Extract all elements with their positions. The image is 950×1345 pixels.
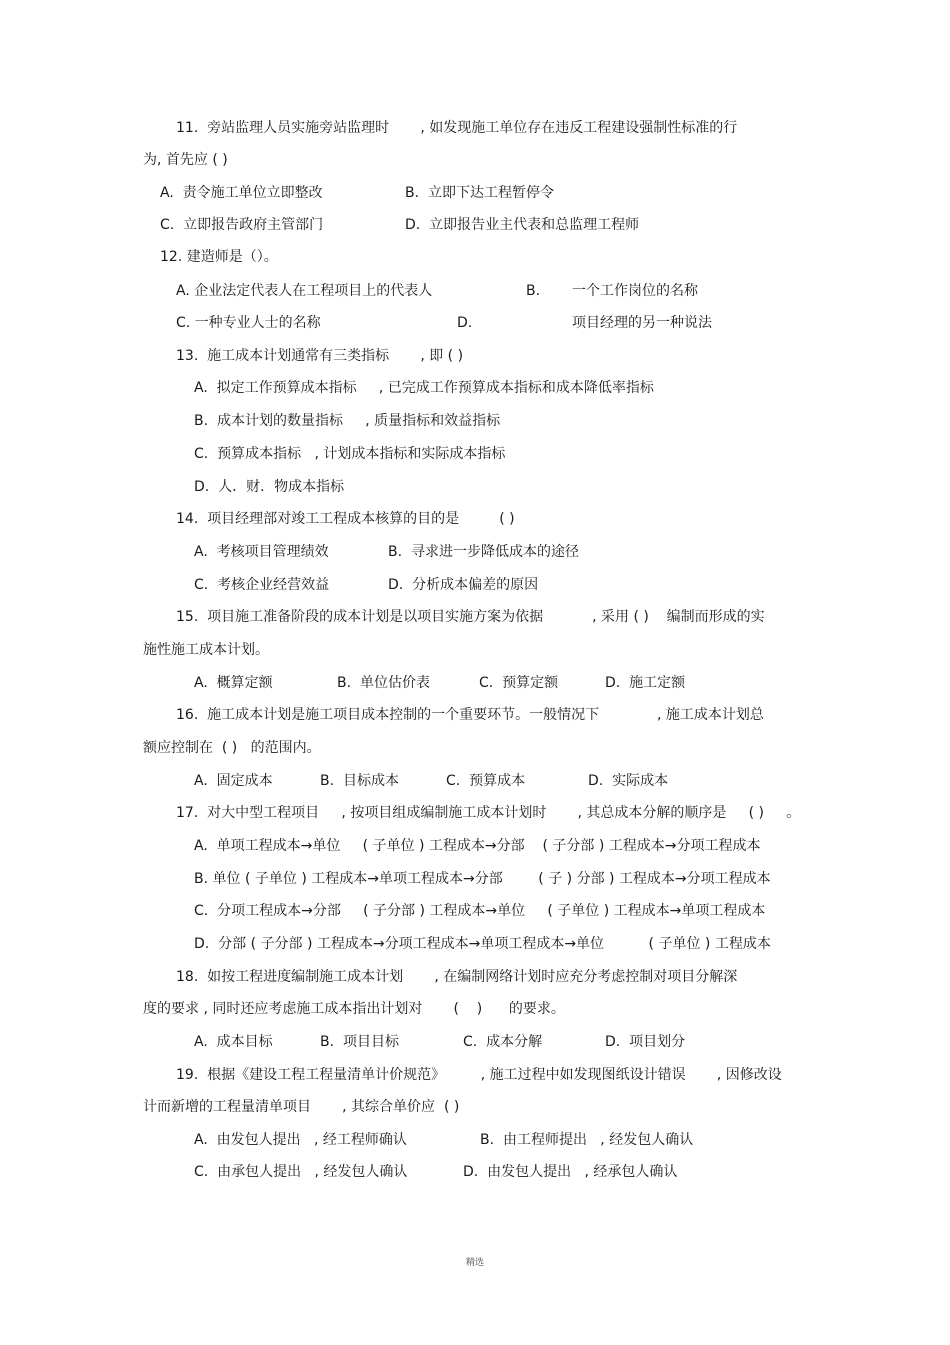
q12-option-b-text: 一个工作岗位的名称: [572, 283, 698, 299]
q13-option-d: D. 人．财．物成本指标: [194, 479, 345, 495]
q17-option-a: A. 单项工程成本→单位 ( 子单位 ) 工程成本→分部 ( 子分部 ) 工程成本→分项工程成本: [194, 838, 761, 854]
q18-option-a: A. 成本目标: [194, 1034, 273, 1050]
q19-option-c: C. 由承包人提出 , 经发包人确认: [194, 1164, 408, 1180]
q11-option-b: B. 立即下达工程暂停令: [405, 185, 554, 201]
q16-stem: 16. 施工成本计划是施工项目成本控制的一个重要环节。一般情况下 , 施工成本计划总: [176, 707, 764, 723]
q16-option-a: A. 固定成本: [194, 773, 273, 789]
q19-stem: 19. 根据《建设工程工程量清单计价规范》 , 施工过程中如发现图纸设计错误 , 因修改设: [176, 1067, 782, 1083]
q13-option-b: B. 成本计划的数量指标 , 质量指标和效益指标: [194, 413, 501, 429]
q18-option-b: B. 项目目标: [320, 1034, 399, 1050]
q15-option-c: C. 预算定额: [479, 675, 559, 691]
q12-option-d-text: 项目经理的另一种说法: [572, 315, 712, 331]
q19-option-b: B. 由工程师提出 , 经发包人确认: [480, 1132, 694, 1148]
q15-stem: 15. 项目施工准备阶段的成本计划是以项目实施方案为依据 , 采用 ( ) 编制而形成的实: [176, 609, 765, 625]
q11-option-a: A. 责令施工单位立即整改: [160, 185, 323, 201]
q16-option-d: D. 实际成本: [588, 773, 669, 789]
q14-option-c: C. 考核企业经营效益: [194, 577, 330, 593]
q13-option-c: C. 预算成本指标 , 计划成本指标和实际成本指标: [194, 446, 506, 462]
q11-option-c: C. 立即报告政府主管部门: [160, 217, 324, 233]
q16-option-b: B. 目标成本: [320, 773, 399, 789]
q15-option-b: B. 单位估价表: [337, 675, 430, 691]
q18-option-c: C. 成本分解: [463, 1034, 543, 1050]
q18-stem-cont: 度的要求 , 同时还应考虑施工成本指出计划对 ( ) 的要求。: [143, 1001, 565, 1017]
q13-stem: 13. 施工成本计划通常有三类指标 , 即 ( ): [176, 348, 464, 364]
q12-option-c: C. 一种专业人士的名称: [176, 315, 321, 331]
q14-stem: 14. 项目经理部对竣工工程成本核算的目的是 ( ): [176, 511, 515, 527]
q11-option-d: D. 立即报告业主代表和总监理工程师: [405, 217, 640, 233]
q16-stem-cont: 额应控制在 ( ) 的范围内。: [143, 740, 321, 756]
q12-stem: 12. 建造师是（）。: [160, 249, 278, 265]
q17-option-c: C. 分项工程成本→分部 ( 子分部 ) 工程成本→单位 ( 子单位 ) 工程成本→单项工程成本: [194, 903, 766, 919]
q15-option-a: A. 概算定额: [194, 675, 273, 691]
q18-stem: 18. 如按工程进度编制施工成本计划 , 在编制网络计划时应充分考虑控制对项目分解深: [176, 969, 738, 985]
q14-option-d: D. 分析成本偏差的原因: [388, 577, 539, 593]
q17-option-b: B. 单位 ( 子单位 ) 工程成本→单项工程成本→分部 ( 子 ) 分部 ) 工程成本→分项工程成本: [194, 871, 771, 887]
q17-stem: 17. 对大中型工程项目 , 按项目组成编制施工成本计划时 , 其总成本分解的顺序是 ( ) 。: [176, 805, 801, 821]
q16-option-c: C. 预算成本: [446, 773, 526, 789]
q14-option-b: B. 寻求进一步降低成本的途径: [388, 544, 579, 560]
page-footer: 精选: [466, 1258, 485, 1268]
q19-option-d: D. 由发包人提出 , 经承包人确认: [463, 1164, 678, 1180]
q15-option-d: D. 施工定额: [605, 675, 686, 691]
q12-option-b-letter: B.: [526, 283, 541, 299]
q17-option-d: D. 分部 ( 子分部 ) 工程成本→分项工程成本→单项工程成本→单位 ( 子单位 ) 工程成本: [194, 936, 771, 952]
q12-option-d-letter: D.: [457, 315, 473, 331]
q14-option-a: A. 考核项目管理绩效: [194, 544, 329, 560]
q12-option-a: A. 企业法定代表人在工程项目上的代表人: [176, 283, 433, 299]
q19-option-a: A. 由发包人提出 , 经工程师确认: [194, 1132, 407, 1148]
q15-stem-cont: 施性施工成本计划。: [143, 642, 269, 658]
q19-stem-cont: 计而新增的工程量清单项目 , 其综合单价应 ( ): [143, 1099, 460, 1115]
q11-stem: 11. 旁站监理人员实施旁站监理时 , 如发现施工单位存在违反工程建设强制性标准的行: [176, 120, 738, 136]
q13-option-a: A. 拟定工作预算成本指标 , 已完成工作预算成本指标和成本降低率指标: [194, 380, 654, 396]
q11-stem-cont: 为, 首先应 ( ): [143, 152, 228, 168]
q18-option-d: D. 项目划分: [605, 1034, 686, 1050]
